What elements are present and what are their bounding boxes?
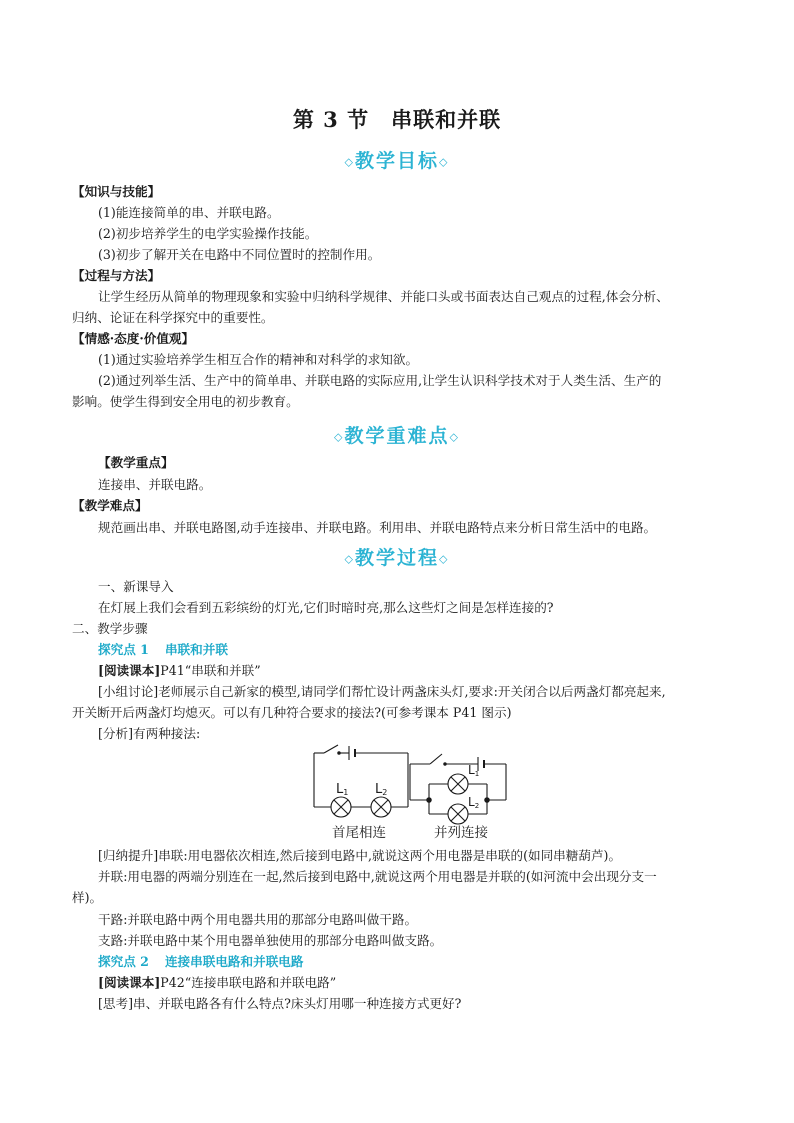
diamond-icon: ◇: [439, 552, 450, 566]
heading-emotion: 【情感·态度·价值观】: [72, 331, 195, 346]
series-circuit: [314, 745, 408, 817]
explore-point-1: [98, 639, 758, 660]
diamond-icon: ◇: [439, 155, 450, 169]
emotion-item-1: (1)通过实验培养学生相互合作的精神和对科学的求知欲。: [98, 352, 419, 367]
summary-parallel-2: 样)。: [72, 890, 103, 905]
emotion-item-2b: 影响。使学生得到安全用电的初步教育。: [72, 394, 299, 409]
section-keypoints-label: 教学重难点: [344, 425, 450, 447]
circuit-diagram: [300, 740, 515, 844]
summary-series: [98, 845, 758, 866]
explore-point-2-label: 探究点 2: [98, 954, 149, 969]
section-heading-process: [0, 543, 794, 570]
section-goals-label: 教学目标: [354, 150, 439, 172]
step-teaching-heading: 二、教学步骤: [72, 621, 148, 636]
series-l1-label: L1: [336, 782, 349, 797]
knowledge-item-2: (2)初步培养学生的电学实验操作技能。: [98, 226, 318, 241]
definition-branch: 支路:并联电路中某个用电器单独使用的那部分电路叫做支路。: [98, 933, 443, 948]
difficulty-text: 规范画出串、并联电路图,动手连接串、并联电路。利用串、并联电路特点来分析日常生活中的电路。: [98, 520, 657, 535]
read-text: P41“串联和并联”: [160, 663, 261, 678]
section-process-label: 教学过程: [354, 547, 439, 569]
think-question: [思考]串、并联电路各有什么特点?床头灯用哪一种连接方式更好?: [98, 996, 462, 1011]
step-intro-text: 在灯展上我们会看到五彩缤纷的灯光,它们时暗时亮,那么这些灯之间是怎样连接的?: [98, 600, 554, 615]
parallel-l2-label: L2: [468, 795, 480, 810]
heading-difficulty: 【教学难点】: [72, 498, 148, 513]
series-caption: 首尾相连: [332, 825, 386, 841]
heading-knowledge: 【知识与技能】: [72, 184, 161, 199]
section-heading-goals: [0, 146, 794, 173]
read-textbook-2: [98, 972, 758, 993]
diamond-icon: ◇: [449, 430, 460, 444]
definition-trunk: 干路:并联电路中两个用电器共用的那部分电路叫做干路。: [98, 912, 418, 927]
diamond-icon: ◇: [344, 552, 355, 566]
discussion-tag: [小组讨论]: [98, 684, 159, 699]
read-text: P42“连接串联电路和并联电路”: [160, 975, 337, 990]
heading-key-point: 【教学重点】: [98, 455, 174, 470]
analysis-text: [分析]有两种接法:: [98, 726, 201, 741]
explore-point-2-title: 连接串联电路和并联电路: [164, 954, 304, 969]
parallel-circuit: [410, 754, 506, 824]
explore-point-1-label: 探究点 1: [98, 642, 149, 657]
group-discussion-1: [98, 681, 758, 702]
process-method-text-1: 让学生经历从简单的物理现象和实验中归纳科学规律、并能口头或书面表达自己观点的过程,体会分析、: [98, 289, 669, 304]
summary-tag: [归纳提升]: [98, 848, 159, 863]
group-discussion-2: 开关断开后两盏灯均熄灭。可以有几种符合要求的接法?(可参考课本 P41 图示): [72, 705, 512, 720]
explore-point-2: [98, 951, 758, 972]
knowledge-item-1: (1)能连接简单的串、并联电路。: [98, 205, 280, 220]
page-title: 第 3 节 串联和并联: [292, 107, 502, 132]
parallel-caption: 并列连接: [434, 825, 488, 841]
summary-series-text: 串联:用电器依次相连,然后接到电路中,就说这两个用电器是串联的(如同串糖葫芦)。: [158, 848, 622, 863]
diamond-icon: ◇: [334, 430, 345, 444]
section-heading-keypoints: [0, 421, 794, 448]
heading-process-method: 【过程与方法】: [72, 268, 161, 283]
process-method-text-2: 归纳、论证在科学探究中的重要性。: [72, 310, 274, 325]
step-intro-heading: 一、新课导入: [98, 579, 174, 594]
knowledge-item-3: (3)初步了解开关在电路中不同位置时的控制作用。: [98, 247, 381, 262]
key-point-text: 连接串、并联电路。: [98, 477, 212, 492]
read-tag: [阅读课本]: [98, 663, 161, 678]
read-tag: [阅读课本]: [98, 975, 161, 990]
read-textbook-1: [98, 660, 758, 681]
emotion-item-2a: (2)通过列举生活、生产中的简单串、并联电路的实际应用,让学生认识科学技术对于人类生活、生产的: [98, 373, 662, 388]
parallel-l1-label: L1: [468, 763, 480, 778]
explore-point-1-title: 串联和并联: [164, 642, 228, 657]
diamond-icon: ◇: [344, 155, 355, 169]
series-l2-label: L2: [375, 782, 388, 797]
summary-parallel-1: 并联:用电器的两端分别连在一起,然后接到电路中,就说这两个用电器是并联的(如河流中会出现分支一: [98, 869, 657, 884]
discussion-text: 老师展示自己新家的模型,请同学们帮忙设计两盏床头灯,要求:开关闭合以后两盏灯都亮起来,: [158, 684, 666, 699]
